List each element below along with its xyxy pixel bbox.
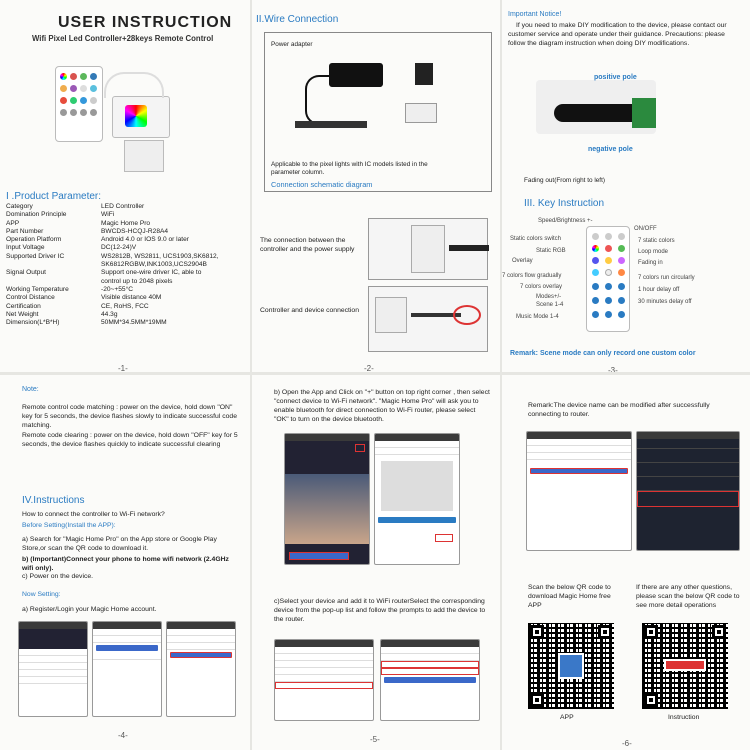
parameter-value: Support one-wire driver IC, able to bbox=[101, 269, 202, 277]
parameter-value: WS2812B, WS2811, UCS1903,SK6812, bbox=[101, 252, 219, 260]
key-label-left: Modes+/- bbox=[536, 294, 562, 300]
app-screenshot-device-home bbox=[636, 431, 740, 551]
page-number: -5- bbox=[370, 735, 380, 744]
note-heading: Note: bbox=[22, 386, 39, 393]
page-number: -3- bbox=[608, 366, 618, 372]
key-label-left: Speed/Brightness +- bbox=[538, 218, 593, 224]
power-adapter-label: Power adapter bbox=[271, 41, 313, 48]
remark-text: Remark: Scene mode can only record one custom color bbox=[510, 350, 696, 357]
parameter-row bbox=[6, 286, 246, 294]
page-6 bbox=[502, 375, 750, 750]
app-screenshot-device-list bbox=[274, 639, 374, 721]
conn1-text: The connection between the controller and the power supply bbox=[260, 237, 355, 253]
notice-text: If you need to make DIY modification to the device, please contact our customer service and operate under their guidance. Precautions: please follow the diagram instruction when doing DIY modifications. bbox=[508, 22, 727, 47]
parameter-value: Magic Home Pro bbox=[101, 219, 151, 227]
parameter-row bbox=[6, 311, 246, 319]
parameter-key: Net Weight bbox=[6, 310, 39, 318]
parameter-key: Operation Platform bbox=[6, 236, 62, 244]
parameter-key: Category bbox=[6, 203, 33, 210]
positive-pole-label: positive pole bbox=[594, 74, 637, 81]
controller-box-image bbox=[124, 140, 164, 172]
parameter-key: Input Voltage bbox=[6, 244, 45, 252]
before-setting: Before Setting(Install the APP): bbox=[22, 522, 116, 529]
step-c-text: c)Select your device and add it to WiFi routerSelect the corresponding device from the pop-up list and follow the prompts to add the device to the router. bbox=[274, 598, 486, 623]
parameter-row bbox=[6, 228, 246, 236]
parameter-key: Working Temperature bbox=[6, 285, 69, 293]
parameter-value: 44.3g bbox=[101, 310, 118, 318]
adapter-image bbox=[329, 63, 383, 87]
parameter-row bbox=[6, 203, 246, 211]
step-a: a) Search for "Magic Home Pro" on the App store or Google Play Store,or scan the QR code to download it. bbox=[22, 536, 217, 552]
app-screenshot-bluetooth bbox=[374, 433, 460, 565]
conn1-image bbox=[368, 218, 488, 280]
parameter-row bbox=[6, 220, 246, 228]
page-4 bbox=[0, 375, 250, 750]
page-number: -6- bbox=[622, 739, 632, 748]
key-label-right: 30 minutes delay off bbox=[638, 299, 692, 305]
notice-heading: Important Notice! bbox=[508, 11, 562, 18]
page-number: -1- bbox=[118, 364, 128, 372]
app-screenshot-login-1 bbox=[18, 621, 88, 717]
parameter-value: LED Controller bbox=[101, 203, 145, 210]
product-parameter-heading: I .Product Parameter: bbox=[6, 191, 102, 202]
parameter-key: Supported Driver IC bbox=[6, 252, 65, 260]
note-2: Remote code clearing : power on the device, hold down "OFF" key for 5 seconds, the device flashes quickly to indicate successful clearing bbox=[22, 432, 238, 448]
parameter-key: Control Distance bbox=[6, 294, 55, 302]
key-label-left: Static colors switch bbox=[510, 236, 562, 242]
remote-keys-image bbox=[586, 226, 630, 332]
remote-image bbox=[55, 66, 103, 142]
instruction-caption: Instruction bbox=[668, 714, 700, 721]
parameter-value: SK6812RGBW,INK1003,UCS2904B bbox=[101, 261, 207, 269]
page-2 bbox=[252, 0, 500, 372]
conn2-text: Controller and device connection bbox=[260, 307, 359, 314]
parameter-value: DC(12-24)V bbox=[101, 244, 137, 252]
app-screenshot-home bbox=[284, 433, 370, 565]
controller-small bbox=[405, 103, 437, 123]
now-step-a: a) Register/Login your Magic Home account. bbox=[22, 606, 157, 613]
key-label-left: Music Mode 1-4 bbox=[516, 314, 559, 320]
parameter-row bbox=[6, 244, 246, 252]
led-strip bbox=[295, 121, 367, 128]
parameter-key: APP bbox=[6, 219, 20, 227]
page-number: -4- bbox=[118, 731, 128, 740]
scan-instruction-text: If there are any other questions, please scan the below QR code to see more detail operations bbox=[636, 584, 740, 609]
diagram-box bbox=[264, 32, 492, 192]
parameter-row bbox=[6, 294, 246, 302]
page-3 bbox=[502, 0, 750, 372]
fading-note: Fading out(From right to left) bbox=[524, 177, 605, 184]
now-setting: Now Setting: bbox=[22, 591, 61, 598]
key-label-right: 7 colors run circularly bbox=[638, 275, 695, 281]
parameter-row bbox=[6, 211, 246, 219]
doc-title: USER INSTRUCTION bbox=[58, 14, 233, 31]
cable-image bbox=[104, 72, 164, 98]
parameter-row bbox=[6, 261, 246, 269]
app-qr-code bbox=[528, 623, 614, 709]
app-screenshot-login-3 bbox=[166, 621, 236, 717]
doc-subtitle: Wifi Pixel Led Controller+28keys Remote Control bbox=[32, 34, 214, 43]
app-screenshot-wifi-password bbox=[380, 639, 480, 721]
conn2-image bbox=[368, 286, 488, 352]
parameter-value: 50MM*34.5MM*19MM bbox=[101, 319, 167, 327]
applicable-text: Applicable to the pixel lights with IC models listed in the parameter column. bbox=[271, 161, 428, 177]
negative-pole-label: negative pole bbox=[588, 146, 633, 153]
parameter-row bbox=[6, 236, 246, 244]
parameter-value: control up to 2048 pixels bbox=[101, 277, 173, 285]
dc-plug-image bbox=[536, 80, 656, 134]
parameter-value: Android 4.0 or IOS 9.0 or later bbox=[101, 236, 189, 244]
app-caption: APP bbox=[560, 714, 574, 721]
instructions-heading: IV.Instructions bbox=[22, 495, 85, 506]
key-label-left: Static RGB bbox=[536, 248, 566, 254]
instruction-qr-code bbox=[642, 623, 728, 709]
page-5 bbox=[252, 375, 500, 750]
key-label-right: ON/OFF bbox=[634, 226, 657, 232]
parameter-table bbox=[6, 203, 246, 327]
remark-rename: Remark:The device name can be modified after successfully connecting to router. bbox=[528, 402, 710, 418]
key-label-left: 7 colors overlay bbox=[520, 284, 563, 290]
step-b: b) (Important)Connect your phone to home wifi network (2.4GHz wifi only). bbox=[22, 556, 229, 572]
note-1: Remote control code matching : power on the device, hold down "ON" key for 5 seconds, the device flashes slowly to indicate successful code matching. bbox=[22, 404, 237, 429]
key-label-right: Fading in bbox=[638, 260, 663, 266]
key-label-right: 7 static colors bbox=[638, 238, 675, 244]
parameter-value: WiFi bbox=[101, 211, 115, 219]
key-instruction-heading: III. Key Instruction bbox=[524, 198, 605, 209]
how-to-connect: How to connect the controller to Wi-Fi network? bbox=[22, 511, 165, 518]
parameter-value: -20~+55°C bbox=[101, 285, 133, 293]
page-number: -2- bbox=[364, 364, 374, 372]
key-label-left: Scene 1-4 bbox=[536, 302, 564, 308]
key-label-left: 7 colors flow gradually bbox=[502, 273, 562, 279]
parameter-key: Signal Output bbox=[6, 269, 46, 277]
plug-image bbox=[415, 63, 433, 85]
parameter-key: Part Number bbox=[6, 227, 44, 235]
parameter-row bbox=[6, 303, 246, 311]
parameter-value: CE, RoHS, FCC bbox=[101, 302, 149, 310]
wire-connection-heading: II.Wire Connection bbox=[256, 14, 339, 25]
key-label-right: Loop mode bbox=[638, 249, 669, 255]
key-label-right: 1 hour delay off bbox=[638, 287, 680, 293]
parameter-value: Visible distance 40M bbox=[101, 294, 162, 302]
key-label-left: Overlay bbox=[512, 258, 533, 264]
page-1 bbox=[0, 0, 250, 372]
app-screenshot-completed bbox=[526, 431, 632, 551]
parameter-key: Domination Principle bbox=[6, 211, 67, 219]
adapter-cable bbox=[305, 75, 331, 125]
step-b-text: b) Open the App and Click on "+" button on top right corner , then select "connect device to Wi-Fi network". "Magic Home Pro" will ask you to enable bluetooth for direct connection to Wi-Fi router, please select "OK" to turn on the device bluetooth. bbox=[274, 389, 490, 423]
controller-image bbox=[112, 96, 170, 138]
parameter-row bbox=[6, 253, 246, 261]
parameter-key: Dimension(L*B*H) bbox=[6, 319, 60, 327]
parameter-key: Certification bbox=[6, 302, 41, 310]
parameter-row bbox=[6, 278, 246, 286]
schematic-caption: Connection schematic diagram bbox=[271, 180, 373, 189]
scan-app-text: Scan the below QR code to download Magic Home free APP bbox=[528, 584, 611, 609]
parameter-row bbox=[6, 269, 246, 277]
step-c: c) Power on the device. bbox=[22, 573, 94, 580]
parameter-key bbox=[6, 278, 101, 286]
parameter-row bbox=[6, 319, 246, 327]
app-screenshot-login-2 bbox=[92, 621, 162, 717]
parameter-value: BWCDS-HCQJ-R28A4 bbox=[101, 227, 169, 235]
parameter-key bbox=[6, 261, 101, 269]
